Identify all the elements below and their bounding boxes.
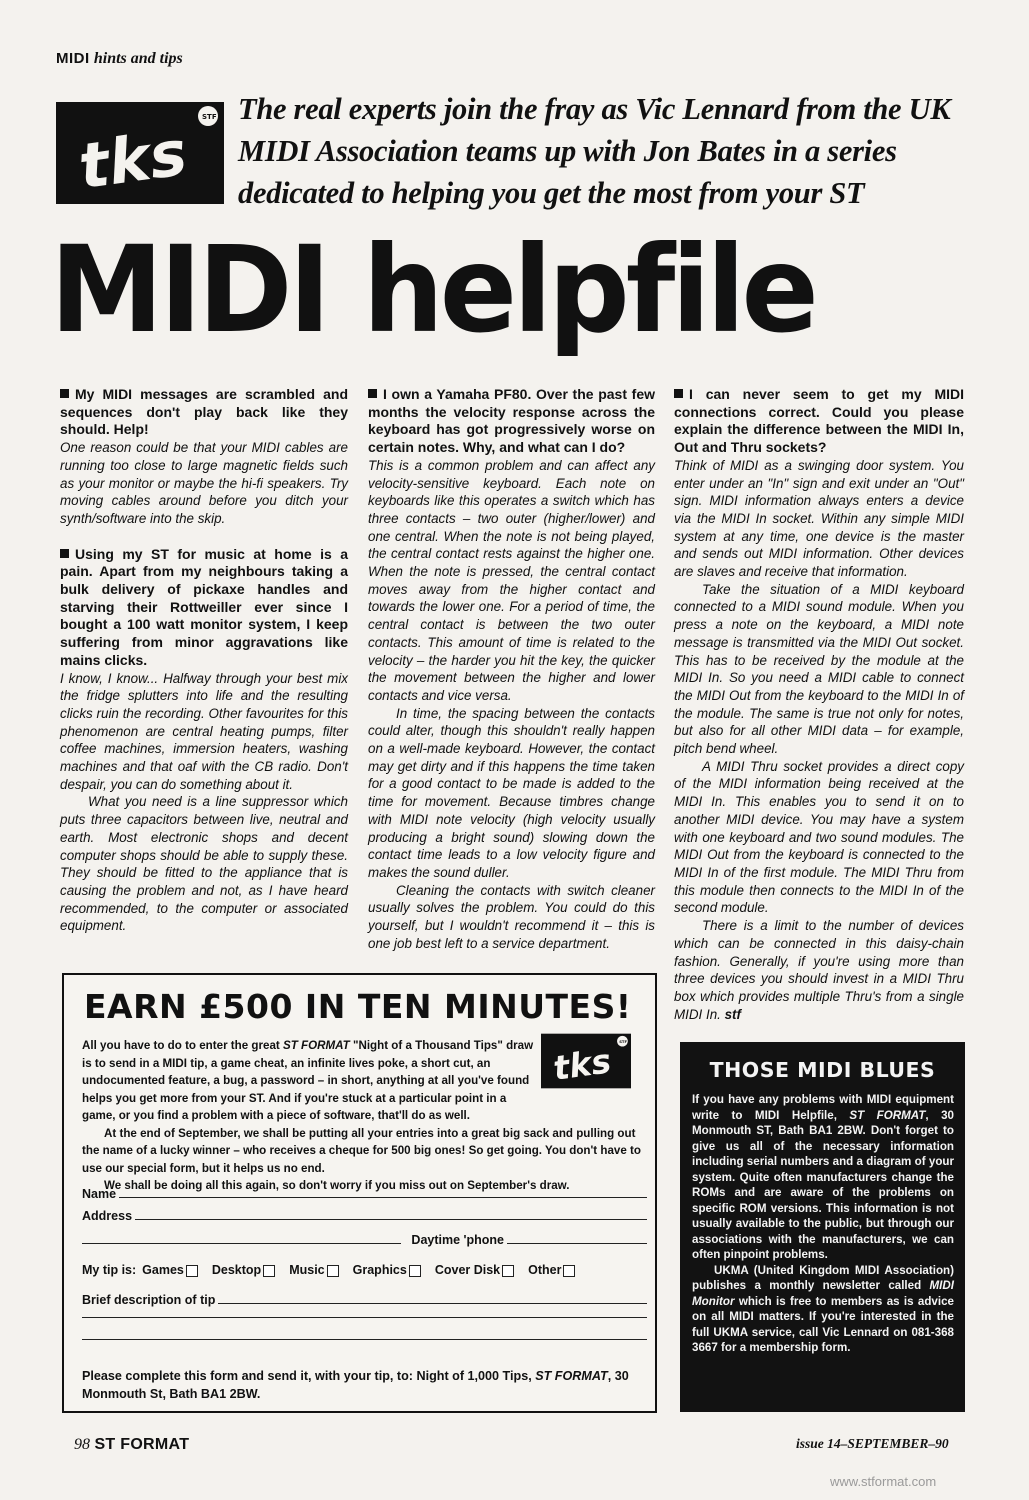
option-games: Games	[142, 1263, 184, 1277]
address-field-2[interactable]	[82, 1243, 401, 1244]
answer-2-cont: What you need is a line suppressor which puts three capacitors between live, neutral and earth. Most electronic shops and decent computer shops should be able to supply these. They should be fitted to the appliance that is causing the problem and not, as I have heard recommended, to the computer or associated equipment.	[60, 794, 348, 934]
midi-blues-body	[692, 1092, 954, 1356]
games-checkbox[interactable]	[186, 1265, 198, 1277]
question-3: I own a Yamaha PF80. Over the past few months the velocity response across the keyboard has got progressively worse on certain notes. Why, and what can I do?	[368, 386, 655, 456]
issue-info: issue 14–SEPTEMBER–90	[796, 1436, 949, 1451]
brief-field[interactable]	[218, 1303, 647, 1304]
magazine-name: ST FORMAT	[94, 1436, 190, 1453]
competition-address: Please complete this form and send it, with your tip, to: Night of 1,000 Tips, ST FORMAT, 30 Monmouth St, Bath BA1 2BW.	[82, 1369, 629, 1401]
page-number: 98	[74, 1436, 90, 1453]
bullet-square-icon	[60, 389, 69, 398]
option-cover-disk: Cover Disk	[434, 1263, 501, 1277]
bullet-square-icon	[674, 389, 683, 398]
option-other: Other	[528, 1263, 562, 1277]
address-label: Address	[82, 1209, 133, 1223]
answer-3-cont: In time, the spacing between the contacts could alter, though this shouldn't really happen on a well-made keyboard. However, the contact may get dirty and if this happens the time taken for a good contact to be made is added to the time for movement. Because timbres change with MIDI note velocity (high velocity usually producing a bright sound) slowing down the contact time leads to a low velocity figure and makes the sound duller.	[368, 705, 655, 880]
other-checkbox[interactable]	[563, 1265, 575, 1277]
competition-again: We shall be doing all this again, so don't worry if you miss out on September's draw.	[104, 1179, 570, 1192]
stf-badge: STF	[202, 113, 217, 121]
article-column-2	[368, 386, 655, 953]
brief-line-3	[82, 1339, 647, 1343]
midi-blues-p1: If you have any problems with MIDI equipment write to MIDI Helpfile, ST FORMAT, 30 Monmouth ST, Bath BA1 2BW. Don't forget to give us all of the necessary information including serial numbers and a diagram of your system. Quite often manufacturers change the ROMs and are aware of the problems on specific ROM versions. This information is not usually available to the public, but through our associations with the manufacturers, we can often pinpoint problems.	[692, 1093, 954, 1261]
answer-4: Think of MIDI as a swinging door system. You enter under an "In" sign and exit under an "Out" sign. MIDI information always enters a device via the MIDI In socket. Within any simple MIDI system at any time, one device is the master and sends out MIDI information. Other devices are slaves and receive that information.	[674, 457, 964, 580]
answer-4-thru: A MIDI Thru socket provides a direct copy of the MIDI information being received at the MIDI In. This enables you to send it on to another MIDI device. You may have a system with one keyboard and two sound modules. The MIDI Out from the keyboard is connected to the MIDI In of the first module. The MIDI Thru from this module then connects to the MIDI In of the second module.	[674, 758, 964, 916]
answer-4-cont: Take the situation of a MIDI keyboard connected to a MIDI sound module. When you press a note on the keyboard, a MIDI note message is transmitted via the MIDI Out socket. This has to be received by the module at the MIDI In. So you need a MIDI cable to connect the MIDI Out from the keyboard to the MIDI In of the module. The same is true not only for notes, but also for all other MIDI data – for example, pitch bend wheel.	[674, 581, 964, 757]
competition-draw: At the end of September, we shall be putting all your entries into a great big sack and pulling out the name of a lucky winner – who receives a cheque for 500 big ones! So get going. You don't have to use our special form, but it helps us no end.	[82, 1126, 641, 1175]
svg-text:STF: STF	[619, 1039, 628, 1044]
stf-sign: stf	[724, 1006, 741, 1022]
address-field[interactable]	[135, 1219, 647, 1220]
tks-logo	[56, 102, 224, 204]
competition-box	[62, 973, 657, 1413]
section-tag	[56, 50, 183, 68]
music-checkbox[interactable]	[327, 1265, 339, 1277]
phone-label: Daytime 'phone	[411, 1233, 504, 1247]
bullet-square-icon	[368, 389, 377, 398]
page-footer-left	[74, 1436, 189, 1454]
name-field[interactable]	[119, 1197, 647, 1198]
article-column-1	[60, 386, 348, 935]
svg-text:tks: tks	[550, 1041, 614, 1088]
bullet-square-icon	[60, 549, 69, 558]
option-music: Music	[289, 1263, 325, 1277]
brief-field-3[interactable]	[82, 1339, 647, 1340]
cover-disk-checkbox[interactable]	[502, 1265, 514, 1277]
answer-4-end: There is a limit to the number of devices which can be connected in this daisy-chain fashion. Generally, if you're using more than three devices you should invest in a MIDI Thru box which provides multiple Thru's from a single MIDI In. stf	[674, 918, 964, 1022]
strapline: The real experts join the fray as Vic Lennard from the UK MIDI Association teams up with Jon Bates in a series dedicated to helping you get the most from your ST	[238, 92, 951, 210]
midi-blues-box	[680, 1042, 965, 1412]
graphics-checkbox[interactable]	[409, 1265, 421, 1277]
tip-type-label: My tip is:	[82, 1263, 137, 1277]
question-2: Using my ST for music at home is a pain. Apart from my neighbours taking a bulk delivery of pickaxe handles and starving their Rottweiller ever since I bought a 100 watt monitor system, I keep suffering from minor aggravations like mains clicks.	[60, 545, 348, 668]
article-column-3	[674, 386, 964, 1023]
desktop-checkbox[interactable]	[263, 1265, 275, 1277]
watermark: www.stformat.com	[830, 1474, 937, 1489]
name-row	[82, 1187, 647, 1201]
address-row	[82, 1209, 647, 1223]
phone-field[interactable]	[507, 1243, 647, 1244]
answer-3: This is a common problem and can affect any velocity-sensitive keyboard. Each note on keyboards like this operates a switch which has three contacts – two outer (higher/lower) and one central. When the note is not being played, the central contact rests against the higher one. When the note is pressed, the central contact moves away from the higher contact and towards the lower one. For a period of time, the central contact is between the two outer contacts. This amount of time is related to the velocity – the harder you hit the key, the quicker the movement between the higher and lower contacts and vice versa.	[368, 457, 655, 703]
option-graphics: Graphics	[352, 1263, 407, 1277]
competition-title: EARN £500 IN TEN MINUTES!	[84, 987, 632, 1026]
section-tag-bold: MIDI	[56, 50, 90, 67]
tip-type-row	[82, 1263, 575, 1277]
answer-1: One reason could be that your MIDI cables are running too close to large magnetic fields such as your monitor or maybe the hi-fi speakers. Try moving cables around before you ditch your synth/software into the skip.	[60, 440, 348, 526]
brief-line-2	[82, 1317, 647, 1321]
brief-field-2[interactable]	[82, 1317, 647, 1318]
option-desktop: Desktop	[211, 1263, 262, 1277]
section-tag-italic: hints and tips	[93, 50, 183, 67]
midi-blues-p2: UKMA (United Kingdom MIDI Association) publishes a monthly newsletter called MIDI Monitor which is free to members as is advice on all MIDI matters. If you're interested in the full UKMA service, call Vic Lennard on 081-368 3667 for a membership form.	[692, 1263, 954, 1354]
phone-row	[82, 1233, 647, 1247]
competition-intro: All you have to do to enter the great ST FORMAT "Night of a Thousand Tips" draw is to send in a MIDI tip, a game cheat, an infinite lives poke, a short cut, an undocumented feature, a bug, a password – in short, anything at all you've found helps you get more from your ST. And if you're stuck at a particular point in a game, or you find a problem with a piece of software, that'll do as well.	[82, 1039, 534, 1122]
midi-blues-title: THOSE MIDI BLUES	[709, 1058, 936, 1082]
brief-label: Brief description of tip	[82, 1293, 216, 1307]
question-1: My MIDI messages are scrambled and sequences don't play back like they should. Help!	[60, 386, 348, 438]
competition-body	[82, 1037, 642, 1195]
name-label: Name	[82, 1187, 117, 1201]
answer-2: I know, I know... Halfway through your best mix the fridge splutters into life and the resulting clicks ruin the recording. Other favourites for this phenomenon are central heating pumps, filter coffee machines, immersion heaters, washing machines and that oaf with the CB radio. Don't despair, you can do something about it.	[60, 670, 348, 792]
answer-3-end: Cleaning the contacts with switch cleaner usually solves the problem. You could do this yourself, but I wouldn't recommend it – this is one job best left to a service department.	[368, 882, 655, 951]
brief-row	[82, 1293, 647, 1307]
headline: MIDI helpfile	[50, 219, 815, 360]
tks-logo-text: tks	[74, 115, 192, 204]
question-4: I can never seem to get my MIDI connections correct. Could you please explain the difference between the MIDI In, Out and Thru sockets?	[674, 386, 964, 456]
